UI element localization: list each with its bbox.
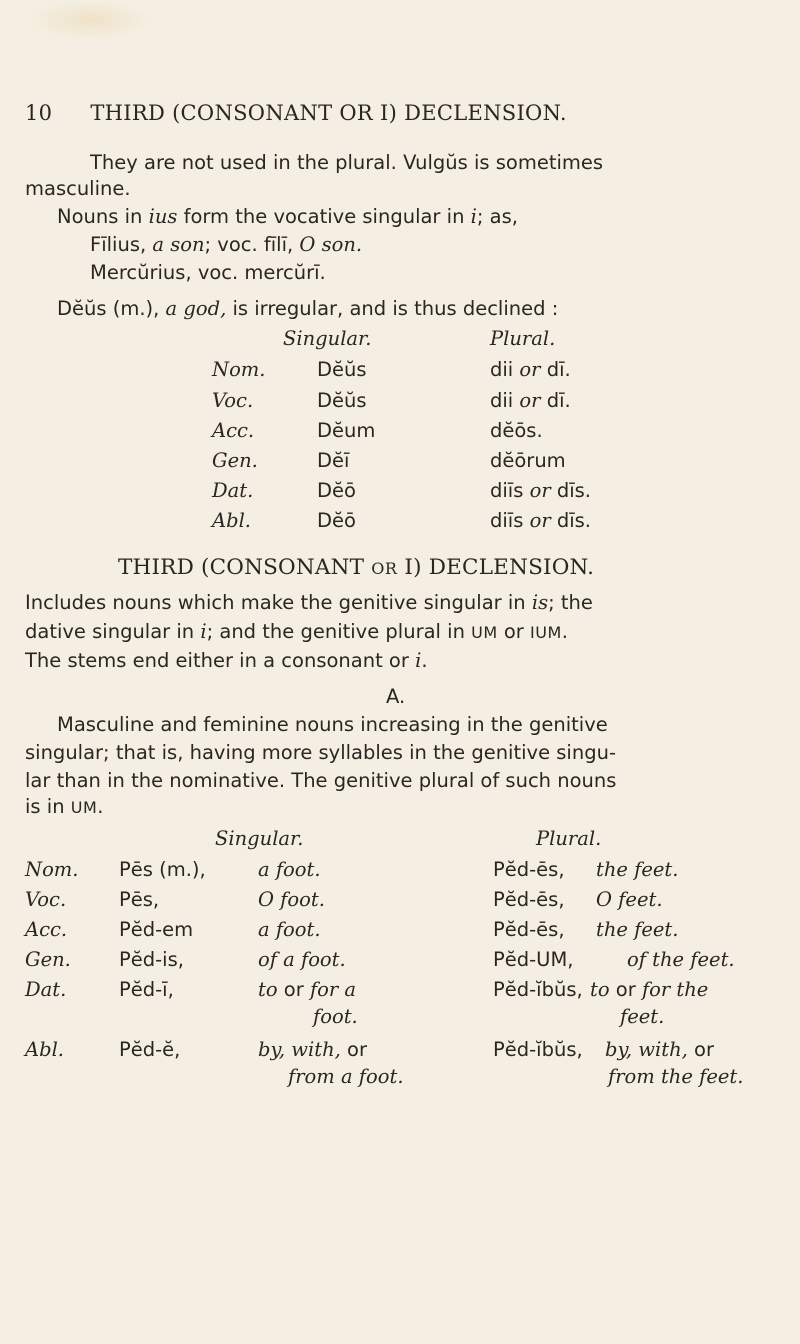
singular-form: Dĕī: [317, 449, 350, 472]
plural-form: dĕōs.: [490, 419, 543, 442]
plural-form: Pĕd-ēs,: [493, 858, 565, 881]
deus-singular-heading: Singular.: [283, 327, 372, 350]
plural-gloss-cont: from the feet.: [608, 1065, 744, 1088]
singular-form: Pĕd-is,: [119, 948, 184, 971]
rule-line-2: singular; that is, having more syllables in the genitive singu-: [25, 741, 616, 764]
plural-gloss: by, with, or: [605, 1038, 714, 1061]
singular-gloss-cont: from a foot.: [288, 1065, 404, 1088]
running-title: THIRD (CONSONANT OR I) DECLENSION.: [90, 101, 567, 125]
section-para-3: The stems end either in a consonant or i.: [25, 649, 428, 672]
section-heading: THIRD (CONSONANT OR I) DECLENSION.: [118, 555, 595, 580]
plural-form: Pĕd-ēs,: [493, 888, 565, 911]
plural-form: dĕōrum: [490, 449, 566, 472]
singular-form: Pĕd-ī,: [119, 978, 174, 1001]
section-para-2: dative singular in i; and the genitive plural in UM or IUM.: [25, 620, 568, 643]
plural-form: diīs or dīs.: [490, 509, 591, 532]
plural-gloss-cont: feet.: [620, 1005, 665, 1028]
singular-gloss: of a foot.: [258, 948, 346, 971]
case-label: Dat.: [212, 479, 254, 502]
example-mercurius: Mercŭrius, voc. mercŭrī.: [90, 261, 326, 284]
section-para-1: Includes nouns which make the genitive singular in is; the: [25, 591, 593, 614]
intro-line-2: masculine.: [25, 177, 131, 200]
deus-plural-heading: Plural.: [490, 327, 556, 350]
plural-gloss: to or for the: [590, 978, 709, 1001]
singular-form: Dĕŭs: [317, 389, 367, 412]
singular-form: Pēs (m.),: [119, 858, 206, 881]
singular-form: Pĕd-em: [119, 918, 194, 941]
subsection-label: A.: [386, 685, 406, 708]
case-label: Nom.: [25, 858, 79, 881]
case-label: Abl.: [212, 509, 251, 532]
rule-line-3: lar than in the nominative. The genitive plural of such nouns: [25, 769, 617, 792]
page-stain: [30, 0, 150, 40]
case-label: Gen.: [212, 449, 258, 472]
case-label: Acc.: [212, 419, 255, 442]
case-label: Dat.: [25, 978, 67, 1001]
pes-plural-heading: Plural.: [536, 827, 602, 850]
singular-form: Dĕō: [317, 509, 356, 532]
singular-gloss: a foot.: [258, 858, 321, 881]
plural-form: diīs or dīs.: [490, 479, 591, 502]
case-label: Nom.: [212, 358, 266, 381]
case-label: Abl.: [25, 1038, 64, 1061]
case-label: Voc.: [25, 888, 67, 911]
plural-form: Pĕd-ēs,: [493, 918, 565, 941]
rule-line-1: Masculine and feminine nouns increasing in the genitive: [57, 713, 608, 736]
plural-form: Pĕd-UM,: [493, 948, 574, 971]
page-number: 10: [25, 101, 53, 125]
singular-form: Dĕŭs: [317, 358, 367, 381]
plural-form: Pĕd-ĭbŭs,: [493, 978, 583, 1001]
singular-gloss: to or for a: [258, 978, 357, 1001]
case-label: Acc.: [25, 918, 68, 941]
plural-gloss: the feet.: [596, 858, 679, 881]
rule-line-4: is in UM.: [25, 795, 104, 818]
pes-singular-heading: Singular.: [215, 827, 304, 850]
plural-gloss: O feet.: [596, 888, 663, 911]
singular-gloss: a foot.: [258, 918, 321, 941]
singular-form: Pēs,: [119, 888, 160, 911]
case-label: Gen.: [25, 948, 71, 971]
plural-gloss: the feet.: [596, 918, 679, 941]
singular-form: Pĕd-ĕ,: [119, 1038, 181, 1061]
case-label: Voc.: [212, 389, 254, 412]
example-filius: Fīlius, a son; voc. fīlī, O son.: [90, 233, 363, 256]
deus-intro: Dĕŭs (m.), a god, is irregular, and is thus declined :: [57, 297, 559, 320]
singular-gloss: O foot.: [258, 888, 325, 911]
singular-gloss: by, with, or: [258, 1038, 367, 1061]
plural-form: dii or dī.: [490, 358, 571, 381]
singular-form: Dĕō: [317, 479, 356, 502]
singular-gloss-cont: foot.: [313, 1005, 358, 1028]
plural-gloss: of the feet.: [627, 948, 735, 971]
intro-line-1: They are not used in the plural. Vulgŭs is sometimes: [90, 151, 604, 174]
singular-form: Dĕum: [317, 419, 376, 442]
plural-form: Pĕd-ĭbŭs,: [493, 1038, 583, 1061]
running-header: [25, 100, 567, 126]
plural-form: dii or dī.: [490, 389, 571, 412]
intro-line-3: Nouns in ius form the vocative singular in i; as,: [57, 205, 518, 228]
